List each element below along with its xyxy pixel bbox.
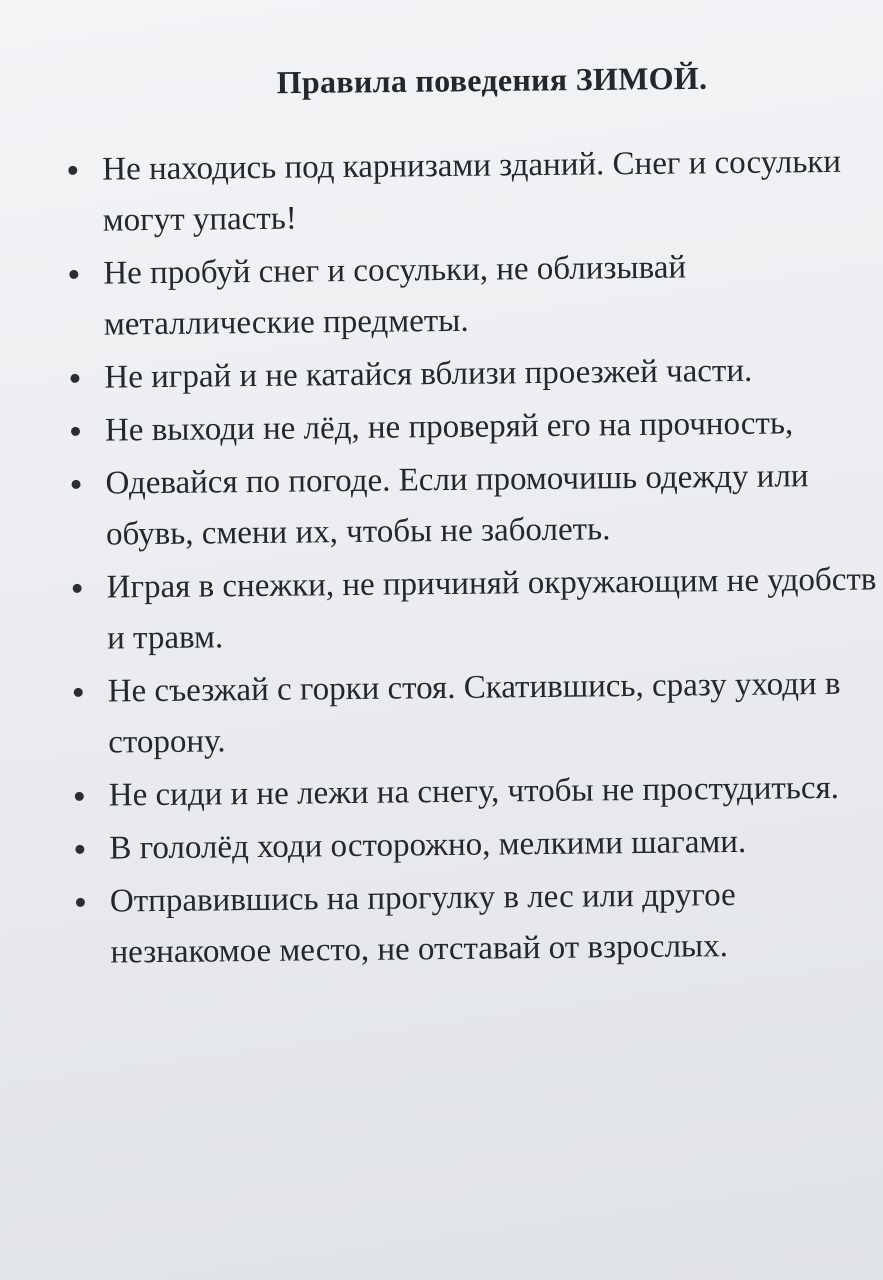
rules-list — [62, 137, 882, 979]
rule-text: Не съезжай с горки стоя. Скатившись, сразу уходи в сторону. — [107, 665, 841, 761]
list-item — [69, 762, 879, 821]
rule-text: Не выходи не лёд, не проверяй его на прочность, — [104, 405, 794, 449]
bullet-icon — [76, 898, 85, 907]
list-item — [65, 451, 876, 561]
list-item — [70, 868, 881, 978]
bullet-icon — [68, 166, 77, 175]
bullet-icon — [75, 792, 84, 801]
rule-text: Одевайся по погоде. Если промочишь одежду или обувь, смени их, чтобы не заболеть. — [105, 458, 809, 553]
list-item — [66, 554, 877, 664]
list-item — [67, 658, 878, 768]
bullet-icon — [74, 688, 83, 697]
document-title: Правила поведения ЗИМОЙ. — [276, 59, 708, 101]
rule-text: Не играй и не катайся вблизи проезжей части. — [104, 352, 753, 396]
rule-text: Отправившись на прогулку в лес или другое незнакомое место, не отставай от взрослых. — [109, 876, 736, 971]
bullet-icon — [69, 270, 78, 279]
bullet-icon — [70, 374, 79, 383]
rule-text: Не пробуй снег и сосульки, не облизывай металлические предметы. — [103, 249, 687, 343]
rule-text: Не сиди и не лежи на снегу, чтобы не простудиться. — [108, 769, 840, 814]
list-item — [64, 345, 874, 404]
bullet-icon — [71, 427, 80, 436]
list-item — [62, 137, 873, 247]
bullet-icon — [72, 480, 81, 489]
rule-text: В гололёд ходи осторожно, мелкими шагами. — [109, 823, 747, 867]
list-item — [63, 241, 874, 351]
rule-text: Играя в снежки, не причиняй окружающим не удобств и травм. — [106, 561, 877, 657]
list-item — [69, 815, 879, 874]
bullet-icon — [73, 584, 82, 593]
rule-text: Не находись под карнизами зданий. Снег и сосульки могут упасть! — [102, 143, 842, 239]
bullet-icon — [75, 845, 84, 854]
list-item — [65, 398, 875, 457]
